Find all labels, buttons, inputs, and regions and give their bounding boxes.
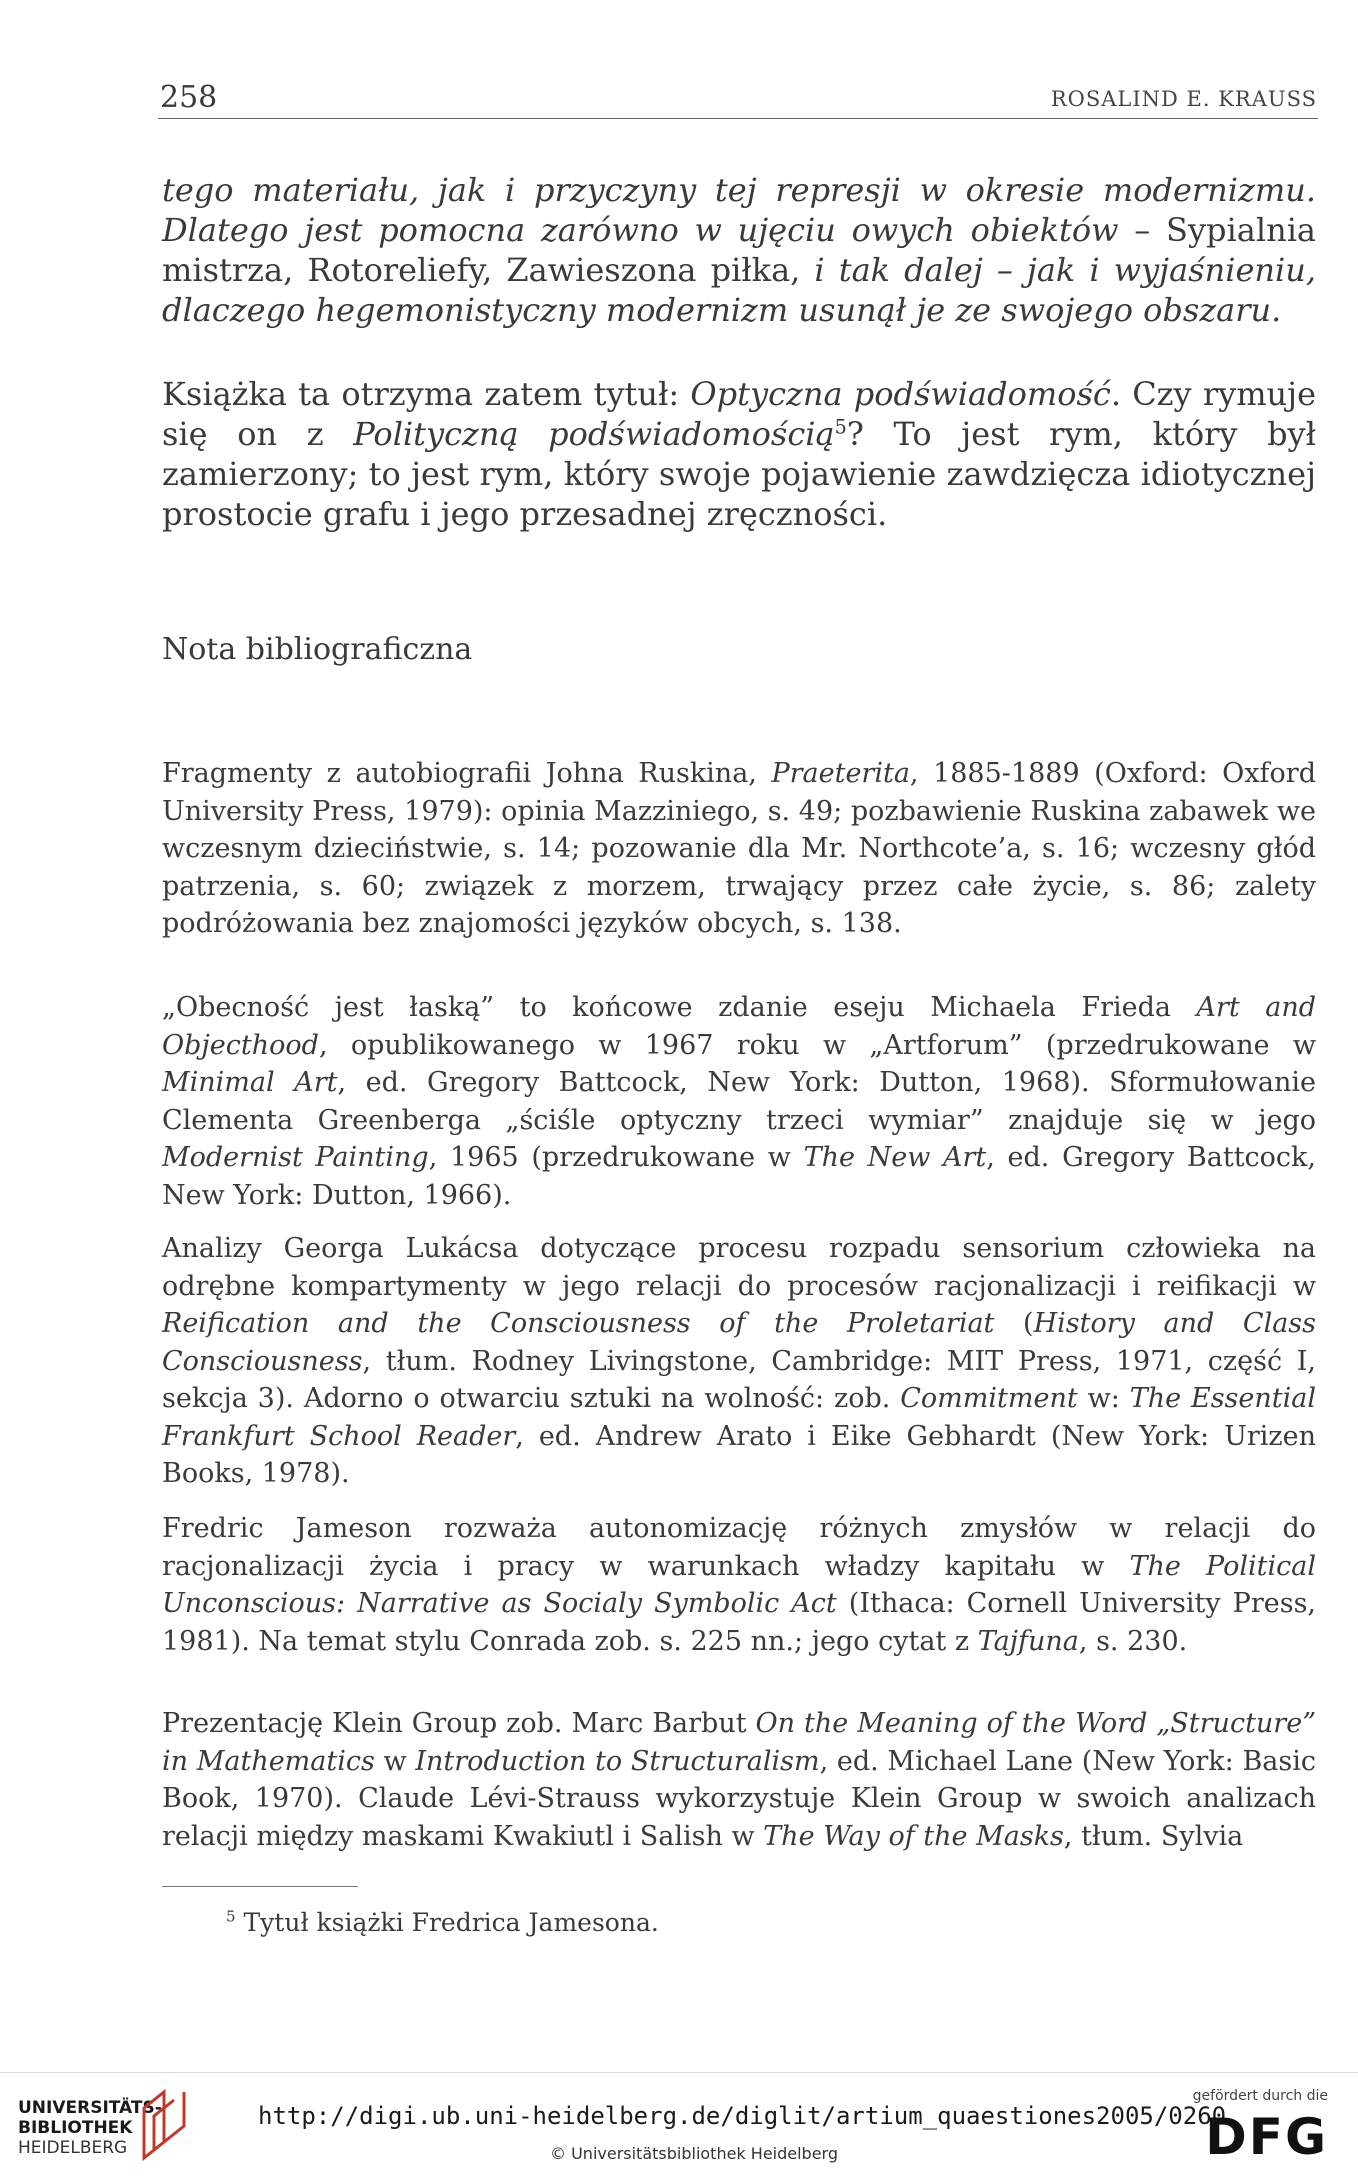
permalink-url[interactable]: http://digi.ub.uni-heidelberg.de/diglit/artium_quaestiones2005/0260	[258, 2102, 1227, 2130]
library-line-2: BIBLIOTHEK	[18, 2118, 133, 2138]
intro-paragraph: tego materiału, jak i przyczyny tej represji w okresie modernizmu. Dlatego jest pomocna zarówno w ujęciu owych obiektów – Sypialnia mistrza, Rotoreliefy, Zawieszona piłka, i tak dalej – jak i wyjaśnieniu, dlaczego hegemonistyczny modernizm usunął je ze swojego obszaru.	[162, 171, 1317, 329]
library-logo-icon	[140, 2088, 192, 2162]
section-heading: Nota bibliograficzna	[162, 632, 473, 667]
copyright-notice: © Universitätsbibliothek Heidelberg	[550, 2144, 839, 2163]
bibliography-entry-5: Prezentację Klein Group zob. Marc Barbut On the Meaning of the Word „Structure” in Mathematics w Introduction to Structuralism, ed. Michael Lane (New York: Basic Book, 1970). Claude Lévi-Strauss wykorzystuje Klein Group w swoich analizach relacji między maskami Kwakiutl i Salish w The Way of the Masks, tłum. Sylvia	[162, 1708, 1317, 1852]
page-number: 258	[160, 80, 218, 115]
running-head: ROSALIND E. KRAUSS	[1050, 87, 1317, 111]
dfg-logo: DFG	[1205, 2108, 1328, 2166]
bibliography-entry-2: „Obecność jest łaską” to końcowe zdanie eseju Michaela Frieda Art and Objecthood, opublikowanego w 1967 roku w „Artforum” (przedrukowane w Minimal Art, ed. Gregory Battcock, New York: Dutton, 1968). Sformułowanie Clementa Greenberga „ściśle optyczny trzeci wymiar” znajduje się w jego Modernist Painting, 1965 (przedrukowane w The New Art, ed. Gregory Battcock, New York: Dutton, 1966).	[162, 992, 1316, 1211]
bibliography-entry-3: Analizy Georga Lukácsa dotyczące procesu rozpadu sensorium człowieka na odrębne kompartymenty w jego relacji do procesów racjonalizacji i reifikacji w Reification and the Consciousness of the Proletariat (History and Class Consciousness, tłum. Rodney Livingstone, Cambridge: MIT Press, 1971, część I, sekcja 3). Adorno o otwarciu sztuki na wolność: zob. Commitment w: The Essential Frankfurt School Reader, ed. Andrew Arato i Eike Gebhardt (New York: Urizen Books, 1978).	[162, 1233, 1317, 1489]
funded-by-label: gefördert durch die	[1192, 2088, 1328, 2104]
footnote-rule	[162, 1886, 358, 1887]
library-line-1: UNIVERSITÄTS-	[18, 2098, 162, 2118]
footnote: $^5$ Tytuł książki Fredrica Jamesona.	[226, 1907, 659, 1937]
bibliography-entry-4: Fredric Jameson rozważa autonomizację różnych zmysłów w relacji do racjonalizacji życia i pracy w warunkach władzy kapitału w The Political Unconscious: Narrative as Socialy Symbolic Act (Ithaca: Cornell University Press, 1981). Na temat stylu Conrada zob. s. 225 nn.; jego cytat z Tajfuna, s. 230.	[162, 1513, 1317, 1657]
footer-divider	[0, 2072, 1358, 2073]
title-paragraph: Książka ta otrzyma zatem tytuł: Optyczna podświadomość. Czy rymuje się on z Polityczną podświadomością$^5$? To jest rym, który był zamierzony; to jest rym, który swoje pojawienie zawdzięcza idiotycznej prostocie grafu i jego przesadnej zręczności.	[162, 375, 1317, 533]
bibliography-entry-1: Fragmenty z autobiografii Johna Ruskina, Praeterita, 1885-1889 (Oxford: Oxford University Press, 1979): opinia Mazziniego, s. 49; pozbawienie Ruskina zabawek we wczesnym dzieciństwie, s. 14; pozowanie dla Mr. Northcote’a, s. 16; wczesny głód patrzenia, s. 60; związek z morzem, trwający przez całe życie, s. 86; zalety podróżowania bez znajomości języków obcych, s. 138.	[162, 758, 1316, 939]
header-rule	[158, 118, 1318, 119]
library-line-3: HEIDELBERG	[18, 2138, 128, 2158]
